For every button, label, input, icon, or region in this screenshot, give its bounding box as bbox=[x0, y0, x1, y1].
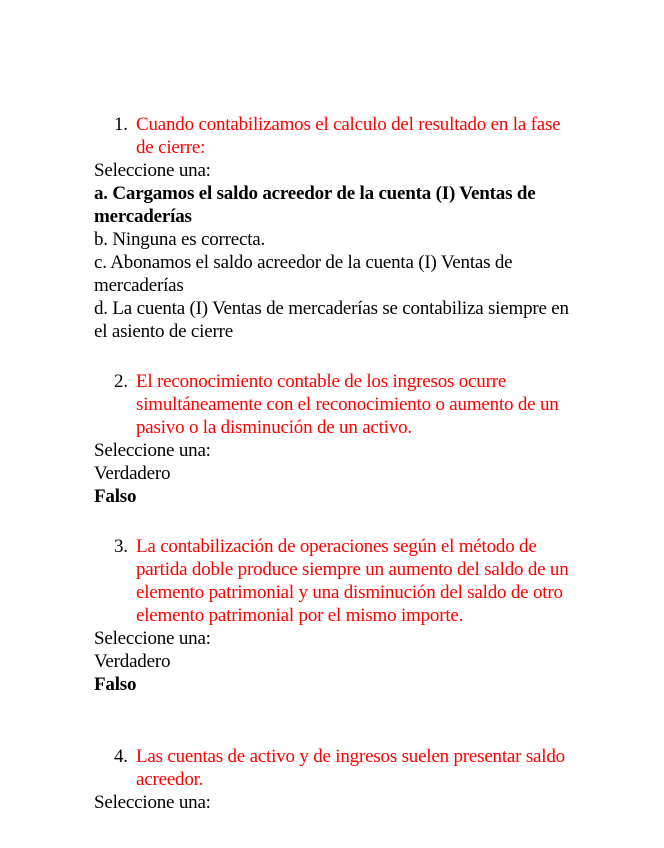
question-3-text-block bbox=[94, 535, 574, 627]
question-1-number: 1. bbox=[114, 114, 128, 135]
question-1-option-a[interactable]: a. Cargamos el saldo acreedor de la cuenta (I) Ventas de mercaderías bbox=[94, 183, 536, 227]
question-2-text-block bbox=[94, 370, 574, 439]
question-2-option-true[interactable]: Verdadero bbox=[94, 463, 171, 484]
question-2-prompt: Seleccione una: bbox=[94, 440, 211, 461]
question-1-text-block bbox=[94, 113, 574, 159]
question-1-option-c[interactable]: c. Abonamos el saldo acreedor de la cuenta (I) Ventas de mercaderías bbox=[94, 252, 513, 296]
question-1 bbox=[94, 113, 574, 343]
question-1-prompt: Seleccione una: bbox=[94, 160, 211, 181]
question-2-number: 2. bbox=[114, 371, 128, 392]
question-4-prompt: Seleccione una: bbox=[94, 792, 211, 813]
question-4-text-block bbox=[94, 745, 574, 791]
question-2-text: El reconocimiento contable de los ingresos ocurre simultáneamente con el reconocimiento o aumento de un pasivo o la disminución de un activo. bbox=[136, 371, 559, 438]
question-1-text: Cuando contabilizamos el calculo del resultado en la fase de cierre: bbox=[136, 114, 561, 158]
question-2 bbox=[94, 370, 574, 508]
question-4-text: Las cuentas de activo y de ingresos suelen presentar saldo acreedor. bbox=[136, 746, 565, 790]
question-3-number: 3. bbox=[114, 536, 128, 557]
question-3-option-true[interactable]: Verdadero bbox=[94, 651, 171, 672]
question-3-option-false[interactable]: Falso bbox=[94, 674, 137, 695]
question-4 bbox=[94, 745, 574, 814]
question-1-option-d[interactable]: d. La cuenta (I) Ventas de mercaderías se contabiliza siempre en el asiento de cierre bbox=[94, 298, 569, 342]
question-1-option-b[interactable]: b. Ninguna es correcta. bbox=[94, 229, 266, 250]
question-3 bbox=[94, 535, 574, 696]
question-3-text: La contabilización de operaciones según el método de partida doble produce siempre un aumento del saldo de un elemento patrimonial y una disminución del saldo de otro elemento patrimonial por el mismo importe. bbox=[136, 536, 569, 626]
question-3-prompt: Seleccione una: bbox=[94, 628, 211, 649]
question-2-option-false[interactable]: Falso bbox=[94, 486, 137, 507]
question-4-number: 4. bbox=[114, 746, 128, 767]
